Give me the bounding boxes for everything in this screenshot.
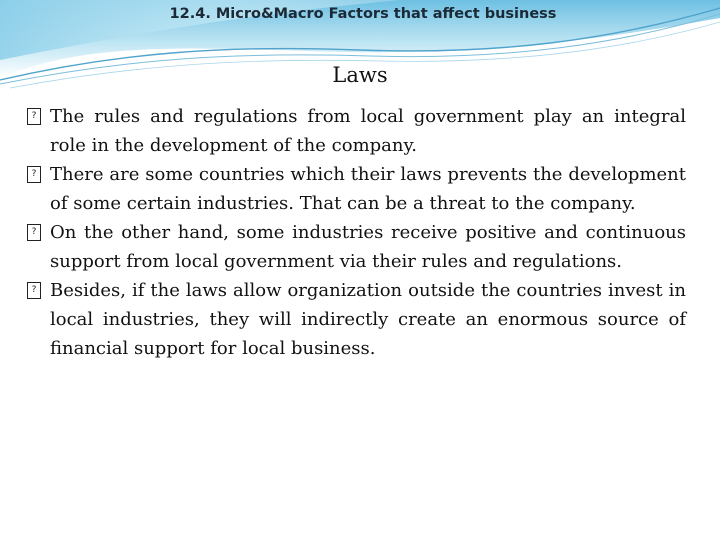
missing-glyph-bullet-icon: ? (27, 224, 41, 241)
bullet-text: There are some countries which their laws prevents the development of some certain industries. That can be a threat to the company. (50, 164, 686, 214)
bullet-item (27, 218, 686, 276)
missing-glyph-bullet-icon: ? (27, 166, 41, 183)
slide-title: 12.4. Micro&Macro Factors that affect business (169, 6, 557, 22)
missing-glyph-bullet-icon: ? (27, 108, 41, 125)
missing-glyph-bullet-icon: ? (27, 282, 41, 299)
bullet-text: The rules and regulations from local government play an integral role in the development of the company. (50, 106, 686, 156)
bullet-item (27, 102, 686, 160)
section-heading: Laws (332, 63, 388, 87)
bullet-item (27, 160, 686, 218)
bullet-text: Besides, if the laws allow organization outside the countries invest in local industries, they will indirectly create an enormous source of financial support for local business. (50, 280, 686, 359)
bullet-item (27, 276, 686, 363)
bullet-text: On the other hand, some industries receive positive and continuous support from local government via their rules and regulations. (50, 222, 686, 272)
bullet-list (27, 102, 686, 363)
